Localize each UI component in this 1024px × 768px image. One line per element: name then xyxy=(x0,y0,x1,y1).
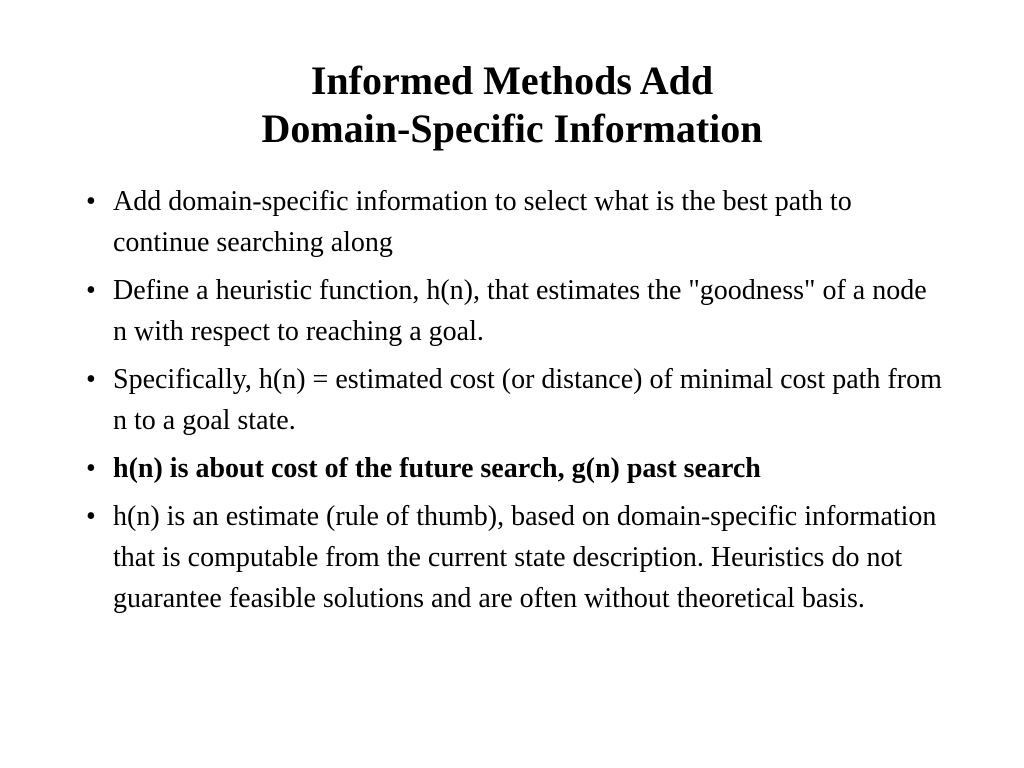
bullet-dot-icon: • xyxy=(86,501,96,532)
slide-title xyxy=(0,57,1024,153)
bullet-dot-icon: • xyxy=(86,275,96,306)
bullet-text-4: h(n) is about cost of the future search, g(n) past search xyxy=(113,453,761,484)
bullet-text-1: Add domain-specific information to select what is the best path to continue searching along xyxy=(113,186,852,258)
bullet-dot-icon: • xyxy=(86,364,96,395)
bullet-dot-icon: • xyxy=(86,186,96,217)
bullet-item-2 xyxy=(86,270,946,352)
bullet-item-4 xyxy=(86,448,946,489)
bullet-item-1 xyxy=(86,181,946,263)
bullet-list xyxy=(86,181,946,626)
bullet-item-3 xyxy=(86,359,946,441)
bullet-item-5 xyxy=(86,496,946,619)
slide-title-line-2: Domain-Specific Information xyxy=(261,106,763,151)
bullet-text-5: h(n) is an estimate (rule of thumb), based on domain-specific information that is computable from the current state description. Heuristics do not guarantee feasible solutions and are often without theoretical basis. xyxy=(113,501,937,614)
bullet-text-3: Specifically, h(n) = estimated cost (or distance) of minimal cost path from n to a goal state. xyxy=(113,364,942,436)
bullet-dot-icon: • xyxy=(86,453,96,484)
bullet-text-2: Define a heuristic function, h(n), that estimates the "goodness" of a node n with respect to reaching a goal. xyxy=(113,275,927,347)
slide-title-line-1: Informed Methods Add xyxy=(310,58,714,103)
